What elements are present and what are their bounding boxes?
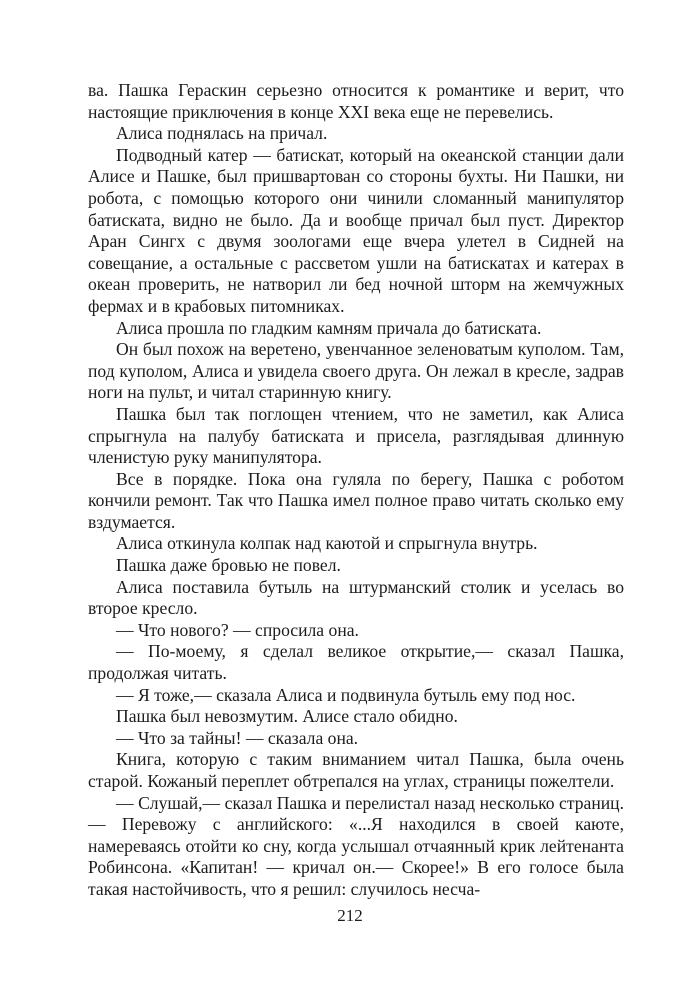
paragraph-6: Пашка был так поглощен чтением, что не заметил, как Алиса спрыгнула на палубу батиската и присела, разглядывая длинную членистую руку манипулятора. xyxy=(88,403,624,468)
dialogue-line-4: — Что за тайны! — сказала она. xyxy=(116,727,359,748)
dialogue-line-2: — По-моему, я сделал великое открытие,— сказал Пашка, продолжая читать. xyxy=(88,641,624,684)
paragraph-5: Он был похож на веретено, увенчанное зеленоватым куполом. Там, под куполом, Алиса и увидела своего друга. Он лежал в кресле, задрав ноги на пульт, и читал старинную книгу. xyxy=(88,339,624,403)
paragraph-8: Алиса откинула колпак над каютой и спрыгнула внутрь. xyxy=(116,533,538,554)
page-body xyxy=(88,80,624,901)
paragraph-16: Книга, которую с таким вниманием читал Пашка, была очень старой. Кожаный переплет обтрепался на углах, страницы пожелтели. xyxy=(88,749,624,791)
paragraph-1: ва. Пашка Гераскин серьезно относится к романтике и верит, что настоящие приключения в конце XXI века еще не перевелись. xyxy=(88,80,624,122)
dialogue-line-1: — Что нового? — спросила она. xyxy=(116,619,359,640)
paragraph-4: Алиса прошла по гладким камням причала до батиската. xyxy=(116,317,542,338)
paragraph-10: Алиса поставила бутыль на штурманский столик и уселась во второе кресло. xyxy=(88,576,624,619)
paragraph-7: Все в порядке. Пока она гуляла по берегу, Пашка с роботом кончили ремонт. Так что Пашка имел полное право читать сколько ему вздумается. xyxy=(88,468,624,532)
paragraph-14: Пашка был невозмутим. Алисе стало обидно. xyxy=(116,706,458,727)
paragraph-9: Пашка даже бровью не повел. xyxy=(116,555,341,576)
paragraph-2: Алиса поднялась на причал. xyxy=(116,123,328,144)
paragraph-3: Подводный катер — батискат, который на океанской станции дали Алисе и Пашке, был пришвартован со стороны бухты. Ни Пашки, ни робота, с помощью которого они чинили сломанный манипулятор батиската, видно не было. Да и вообще причал был пуст. Директор Аран Сингх с двумя зоологами еще вчера улетел в Сидней на совещание, а остальные с рассветом ушли на батискатах и катерах в океан проверить, не натворил ли бед ночной шторм на жемчужных фермах и в крабовых питомниках. xyxy=(88,144,624,316)
dialogue-line-3: — Я тоже,— сказала Алиса и подвинула бутыль ему под нос. xyxy=(116,684,576,705)
page-number: 212 xyxy=(337,906,363,925)
dialogue-line-5: — Слушай,— сказал Пашка и перелистал назад несколько страниц.— Перевожу с английского: «...Я находился в своей каюте, намереваясь отойти ко сну, когда услышал отчаянный крик лейтенанта Робинсона. «Капитан! — кричал он.— Скорее!» В его голосе была такая настойчивость, что я решил: случилось несча- xyxy=(88,792,624,899)
